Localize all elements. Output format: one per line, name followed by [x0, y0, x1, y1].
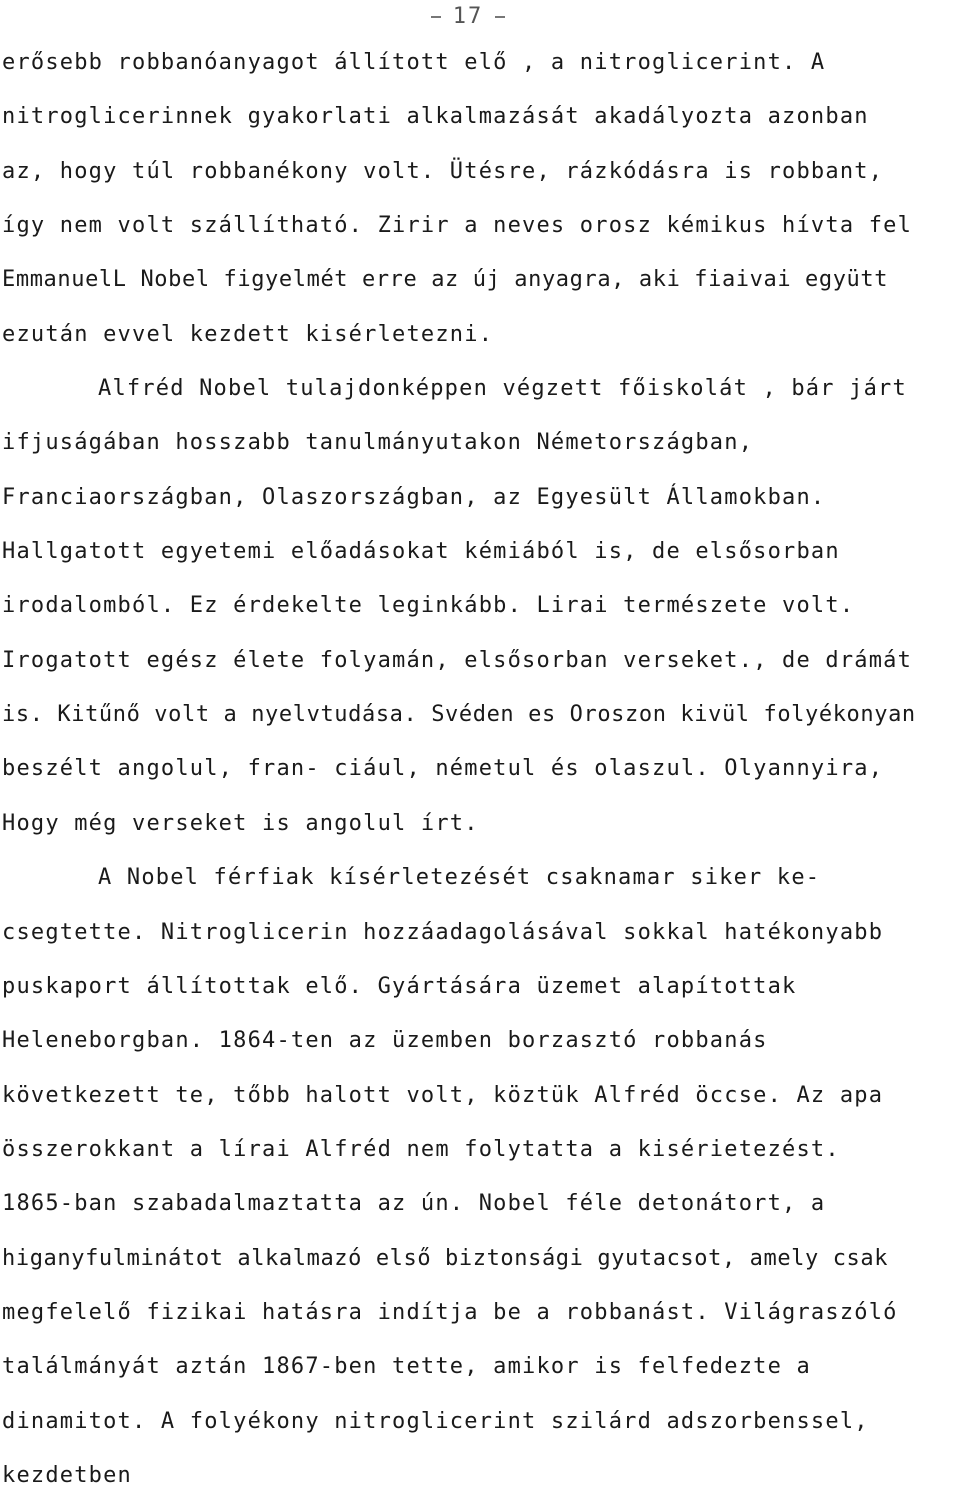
text-line: Hallgatott egyetemi előadásokat kémiából is, de elsősorban — [2, 539, 840, 565]
paragraph-first-line: Alfréd Nobel tulajdonképpen végzett főiskolát , bár járt — [98, 376, 907, 402]
page-number — [398, 4, 538, 34]
text-line: Hogy még verseket is angolul írt. — [2, 810, 479, 836]
page-number-text: 17 — [452, 4, 484, 29]
text-line: csegtette. Nitroglicerin hozzáadagolásával sokkal hatékonyabb — [2, 919, 884, 945]
text-line: megfelelő fizikai hatásra indítja be a robbanást. Világraszóló — [2, 1299, 898, 1325]
text-line: puskaport állítottak elő. Gyártására üzemet alapítottak — [2, 973, 797, 999]
text-line: így nem volt szállítható. Zirir a neves orosz kémikus hívta fel — [2, 213, 913, 239]
text-line: összerokkant a lírai Alfréd nem folytatta a kisérietezést. — [2, 1136, 840, 1162]
text-line: 1865-ban szabadalmaztatta az ún. Nobel féle detonátort, a — [2, 1191, 826, 1217]
text-line: ezután evvel kezdett kisérletezni. — [2, 321, 494, 347]
text-line: higanyfulminátot alkalmazó első biztonsági gyutacsot, amely csak — [2, 1245, 889, 1271]
text-line: nitroglicerinnek gyakorlati alkalmazását akadályozta azonban — [2, 104, 869, 130]
text-line: Franciaországban, Olaszországban, az Egyesült Államokban. — [2, 484, 826, 510]
page-number-dash-right — [495, 16, 505, 18]
text-line: találmányát aztán 1867-ben tette, amikor is felfedezte a — [2, 1354, 811, 1380]
text-line: ifjuságában hosszabb tanulmányutakon Németországban, — [2, 430, 754, 456]
text-line: erősebb robbanóanyagot állított elő , a nitroglicerint. A — [2, 50, 826, 75]
text-line: Heleneborgban. 1864-ten az üzemben borzasztó robbanás — [2, 1028, 768, 1054]
text-line: beszélt angolul, fran- ciául, németul és olaszul. Olyannyira, — [2, 756, 884, 782]
text-line: az, hogy túl robbanékony volt. Ütésre, rázkódásra is robbant, — [2, 158, 884, 184]
text-line: dinamitot. A folyékony nitroglicerint szilárd adszorbenssel, — [2, 1408, 869, 1434]
paragraph-first-line: A Nobel férfiak kísérletezését csaknamar siker ke- — [98, 865, 821, 891]
text-line: is. Kitűnő volt a nyelvtudása. Svéden es Oroszon kivül folyékonyan — [2, 702, 916, 728]
text-line: következett te, tőbb halott volt, köztük Alfréd öccse. Az apa — [2, 1082, 884, 1108]
text-line: irodalomból. Ez érdekelte leginkább. Lirai természete volt. — [2, 593, 855, 619]
text-line: kezdetben — [2, 1462, 133, 1488]
text-line: EmmanuelL Nobel figyelmét erre az új anyagra, aki fiaivai együtt — [2, 267, 889, 293]
text-line: Irogatott egész élete folyamán, elsősorban verseket., de drámát — [2, 647, 913, 673]
body-text — [2, 43, 958, 1510]
page-number-dash-left — [431, 16, 441, 18]
